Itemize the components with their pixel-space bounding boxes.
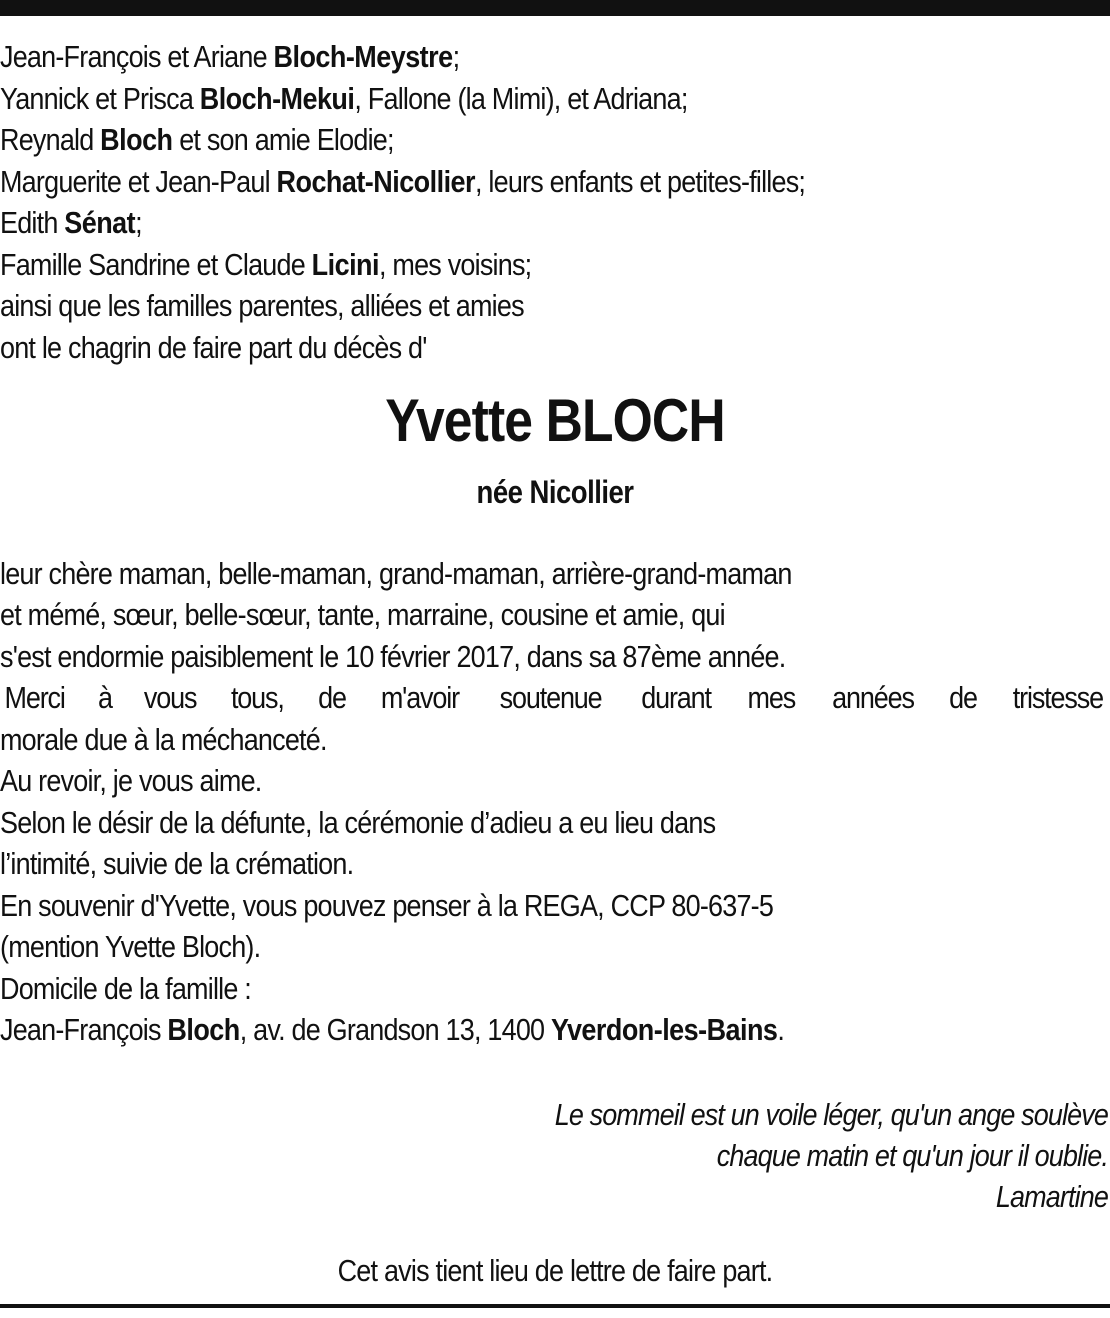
body-line-2: et mémé, sœur, belle-sœur, tante, marraine, cousine et amie, qui [0,597,725,632]
family-line-7: ainsi que les familles parentes, alliées et amies [0,288,524,323]
family-line-3: Reynald Bloch et son amie Elodie; [0,122,394,157]
justified-word: Merci [4,680,65,715]
justified-word: tous, [231,680,285,715]
body-line-4-justified [0,677,1110,718]
ceremony-line-1: Selon le désir de la défunte, la cérémonie d’adieu a eu lieu dans [0,805,716,840]
closing-note: Cet avis tient lieu de lettre de faire part. [337,1253,773,1288]
family-line-5: Edith Sénat; [0,205,142,240]
ceremony-line-2: l’intimité, suivie de la crémation. [0,846,354,881]
quote-line-2: chaque matin et qu'un jour il oublie. [716,1138,1108,1173]
justified-word: années [831,680,914,715]
quote-author: Lamartine [995,1179,1108,1214]
surname-bold: Bloch [100,122,173,157]
justified-word: m'avoir [380,680,459,715]
justified-word: vous [143,680,197,715]
maiden-name: née Nicollier [476,474,634,510]
family-line-1: Jean-François et Ariane Bloch-Meystre; [0,39,460,74]
surname-bold: Licini [311,247,379,282]
justified-word: de [949,680,977,715]
domicile-label: Domicile de la famille : [0,971,252,1006]
justified-word: à [97,680,112,715]
surname-bold: Sénat [64,205,136,240]
donation-line-2: (mention Yvette Bloch). [0,929,261,964]
justified-word: soutenue [499,680,602,715]
announcement-line: ont le chagrin de faire part du décès d' [0,330,427,365]
bottom-rule [0,1304,1110,1308]
body-line-3: s'est endormie paisiblement le 10 février 2017, dans sa 87ème année. [0,639,786,674]
justified-word: tristesse [1012,680,1104,715]
quote-line-1: Le sommeil est un voile léger, qu'un ange soulève [554,1097,1108,1132]
justified-word: de [317,680,346,715]
family-line-6: Famille Sandrine et Claude Licini, mes voisins; [0,247,532,282]
justified-word: mes [747,680,795,715]
body-line-5: morale due à la méchanceté. [0,722,327,757]
surname-bold: Bloch [167,1012,240,1047]
farewell-line: Au revoir, je vous aime. [0,763,262,798]
top-rule [0,0,1110,16]
town-bold: Yverdon-les-Bains [550,1012,778,1047]
family-line-4: Marguerite et Jean-Paul Rochat-Nicollier, leurs enfants et petites-filles; [0,164,806,199]
family-line-2: Yannick et Prisca Bloch-Mekui, Fallone (la Mimi), et Adriana; [0,81,688,116]
surname-bold: Bloch-Mekui [199,81,355,116]
surname-bold: Bloch-Meystre [273,39,453,74]
justified-word: durant [641,680,712,715]
donation-line-1: En souvenir d'Yvette, vous pouvez penser à la REGA, CCP 80-637-5 [0,888,774,923]
surname-bold: Rochat-Nicollier [276,164,475,199]
domicile-address: Jean-François Bloch, av. de Grandson 13, 1400 Yverdon-les-Bains. [0,1012,785,1047]
deceased-name: Yvette BLOCH [385,387,725,454]
body-line-1: leur chère maman, belle-maman, grand-maman, arrière-grand-maman [0,556,792,591]
